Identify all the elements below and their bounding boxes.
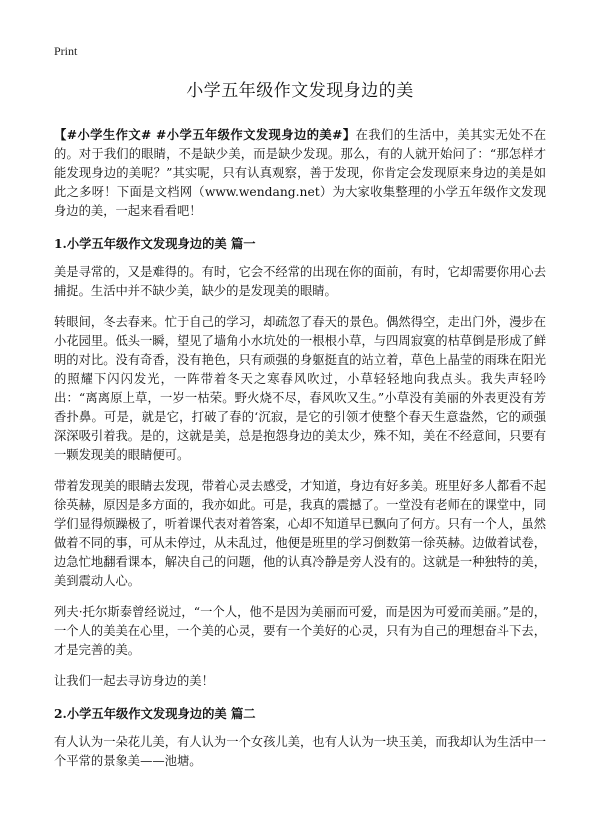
paragraph: 转眼间，冬去春来。忙于自己的学习，却疏忽了春天的景色。偶然得空，走出门外，漫步在小花园里。低头一瞬，望见了墙角小水坑处的一根根小草，与四周寂寞的枯草倒是形成了鲜明的对比。没有奇香，没有艳色，只有顽强的身躯挺直的站立着，草色上晶莹的雨珠在阳光的照耀下闪闪发光，一阵带着冬天之寒春风吹过，小草轻轻地向我点头。我失声轻吟出：“离离原上草，一岁一枯荣。野火烧不尽，春风吹又生。”小草没有美丽的外表更没有芳香扑鼻。可是，就是它，打破了春的‘沉寂，是它的引领才使整个春天生意盎然，它的顽强深深吸引着我。是的，这就是美，总是抱怨身边的美太少，殊不知，美在不经意间，只要有一颗发现美的眼睛便可。 [54,315,546,462]
intro-text: 在我们的生活中，美其实无处不在的。对于我们的眼睛，不是缺少美，而是缺少发现。那么，有的人就开始问了：“那怎样才能发现身边的美呢？”其实呢，只有认真观察，善于发现，你肯定会发现原来身边的美是如此之多呀！下面是文档网（www.wendang.net）为大家收集整理的小学五年级作文发现身边的美，一起来看看吧！ [54,128,546,218]
print-link[interactable]: Print [54,44,78,58]
section-heading-2: 2.小学五年级作文发现身边的美 篇二 [54,706,256,721]
page-title: 小学五年级作文发现身边的美 [186,81,414,101]
paragraph: 有人认为一朵花儿美，有人认为一个女孩儿美，也有人认为一块玉美，而我却认为生活中一个平常的景象美——池塘。 [54,735,546,768]
article [54,80,546,783]
paragraph: 列夫·托尔斯泰曾经说过，“一个人，他不是因为美丽而可爱，而是因为可爱而美丽。”是的，一个人的美美在心里，一个美的心灵，要有一个美好的心灵，只有为自己的理想奋斗下去，才是完善的美。 [54,605,546,657]
section-heading-1: 1.小学五年级作文发现身边的美 篇一 [54,236,256,251]
paragraph: 让我们一起去寻访身边的美！ [54,674,214,688]
intro-tag: 【#小学生作文# #小学五年级作文发现身边的美#】 [54,127,356,142]
paragraph: 美是寻常的，又是难得的。有时，它会不经常的出现在你的面前，有时，它却需要你用心去捕捉。生活中并不缺少美，缺少的是发现美的眼睛。 [54,265,546,298]
intro-paragraph [54,125,546,221]
paragraph: 带着发现美的眼睛去发现，带着心灵去感受，才知道，身边有好多美。班里好多人都看不起徐英赫，原因是多方面的，我亦如此。可是，我真的震撼了。一堂没有老师在的课堂中，同学们显得烦躁极了，听着课代表对着答案，心却不知道早已飘向了何方。只有一个人，虽然做着不同的事，可从未停过，从未乱过，他便是班里的学习倒数第一徐英赫。边做着试卷，边急忙地翻看课本，解决自己的问题，他的认真冷静是旁人没有的。这就是一种独特的美，美到震动人心。 [54,479,546,588]
